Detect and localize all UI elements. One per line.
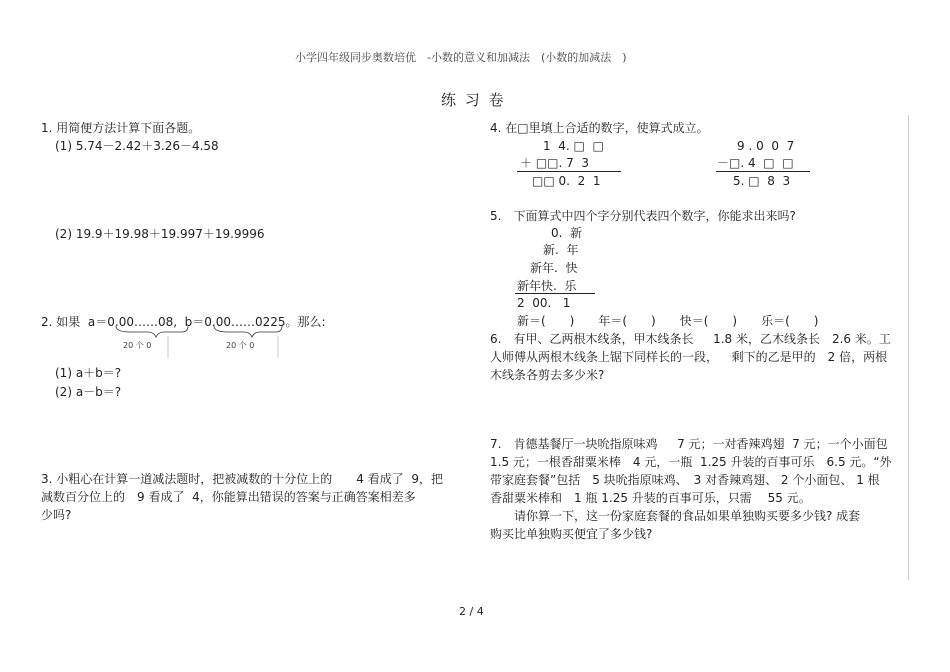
q4-b-row2: －□. 4 □ □ bbox=[717, 156, 794, 170]
q5-row1: 0. 新 bbox=[551, 226, 583, 240]
q2-part1: (1) a＋b＝? bbox=[55, 366, 122, 380]
q2-part2: (2) a－b＝? bbox=[55, 385, 122, 399]
q5-rule bbox=[515, 293, 595, 294]
q4-a-row3: □□ 0. 2 1 bbox=[532, 174, 601, 188]
q4-a-row2: ＋ □□. 7 3 bbox=[520, 156, 590, 170]
page-title: 练 习 卷 bbox=[441, 91, 506, 109]
q5-row2: 新. 年 bbox=[543, 243, 579, 257]
q7-line5: 请你算一下，这一份家庭套餐的食品如果单独购买要多少钱? 成套 bbox=[490, 509, 861, 523]
q6-line3: 木线条各剪去多少米? bbox=[490, 368, 605, 382]
q5-answers: 新＝( ) 年＝( ) 快＝( ) 乐＝( ) bbox=[517, 314, 819, 328]
page-border bbox=[908, 115, 909, 580]
page-header: 小学四年级同步奥数培优 -小数的意义和加减法 (小数的加减法 ) bbox=[295, 51, 627, 64]
q5-row4: 新年快. 乐 bbox=[517, 279, 577, 293]
q3-line1: 3. 小粗心在计算一道减法题时，把被减数的十分位上的 4 看成了 9，把 bbox=[41, 472, 443, 486]
q1-part1: (1) 5.74－2.42＋3.26－4.58 bbox=[55, 139, 219, 153]
q5-text: 5. 下面算式中四个字分别代表四个数字，你能求出来吗? bbox=[490, 209, 796, 223]
q6-line2: 人师傅从两根木线条上锯下同样长的一段， 剩下的乙是甲的 2 倍，两根 bbox=[490, 350, 888, 364]
q3-line2: 减数百分位上的 9 看成了 4，你能算出错误的答案与正确答案相差多 bbox=[41, 490, 416, 504]
q3-line3: 少吗? bbox=[41, 508, 72, 522]
q4-a-rule bbox=[517, 171, 621, 172]
page-number: 2 / 4 bbox=[459, 605, 484, 618]
q7-line2: 1.5 元；一根香甜粟米棒 4 元，一瓶 1.25 升装的百事可乐 6.5 元。“外 bbox=[490, 455, 892, 469]
q7-line6: 购买比单独购买便宜了多少钱? bbox=[490, 527, 653, 541]
q4-text: 4. 在□里填上合适的数字，使算式成立。 bbox=[490, 121, 709, 135]
q2-text: 2. 如果 a＝0.00……08, b＝0.00……0225。那么: bbox=[41, 315, 326, 329]
brace-label-1: 20 个 0 bbox=[123, 341, 152, 350]
brace-1 bbox=[116, 326, 188, 337]
q4-b-rule bbox=[716, 171, 810, 172]
q4-b-row1: 9 . 0 0 7 bbox=[737, 139, 795, 153]
q1-text: 1. 用简便方法计算下面各题。 bbox=[41, 121, 201, 135]
q4-b-row3: 5. □ 8 3 bbox=[733, 174, 791, 188]
q5-row3: 新年. 快 bbox=[530, 261, 578, 275]
q7-line3: 带家庭套餐”包括 5 块吮指原味鸡、 3 对香辣鸡翅、 2 个小面包、 1 根 bbox=[490, 473, 880, 487]
brace-label-2: 20 个 0 bbox=[226, 341, 255, 350]
q5-row5: 2 00. 1 bbox=[517, 296, 571, 310]
brace-2 bbox=[214, 326, 282, 337]
q7-line4: 香甜粟米棒和 1 瓶 1.25 升装的百事可乐，只需 55 元。 bbox=[490, 491, 811, 505]
q4-a-row1: 1 4. □ □ bbox=[543, 139, 604, 153]
q7-line1: 7. 肯德基餐厅一块吮指原味鸡 7 元；一对香辣鸡翅 7 元；一个小面包 bbox=[490, 437, 888, 451]
q6-line1: 6. 有甲、乙两根木线条，甲木线条长 1.8 米，乙木线条长 2.6 米。工 bbox=[490, 332, 891, 346]
q1-part2: (2) 19.9＋19.98＋19.997＋19.9996 bbox=[55, 227, 265, 241]
